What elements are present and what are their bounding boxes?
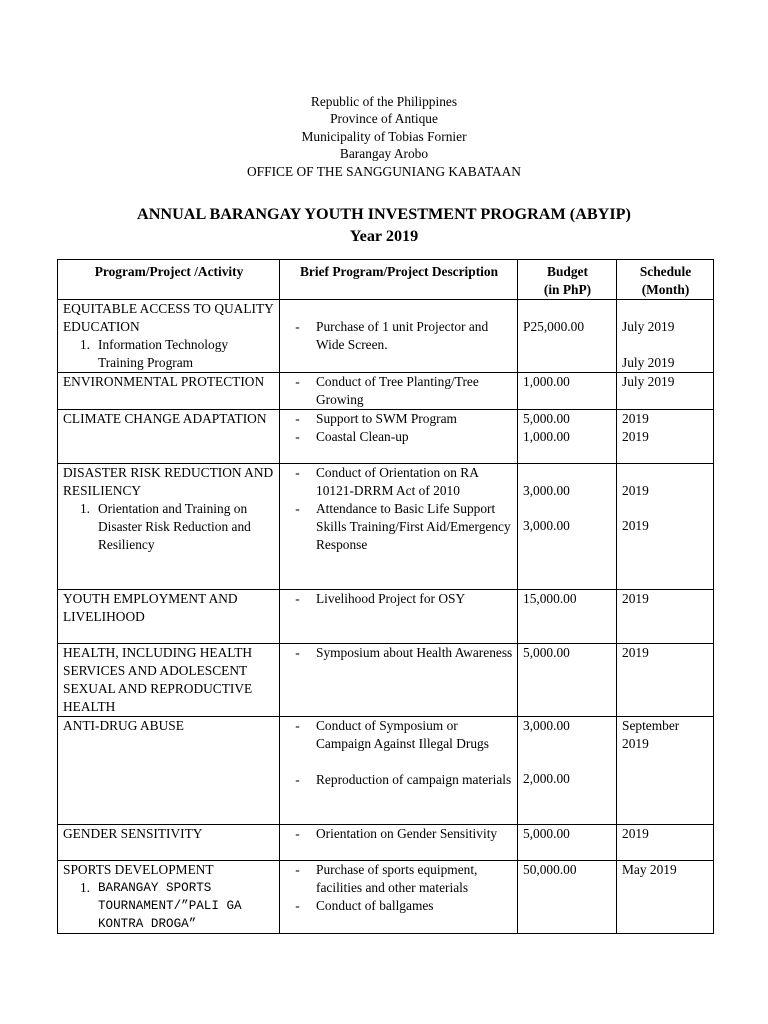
list-item: - Purchase of 1 unit Projector and Wide Screen. — [295, 319, 489, 352]
table-row — [58, 861, 714, 934]
list-item: - Orientation on Gender Sensitivity — [295, 826, 498, 841]
program-cell: YOUTH EMPLOYMENT AND LIVELIHOOD — [58, 590, 280, 644]
program-cell: CLIMATE CHANGE ADAPTATION — [58, 410, 280, 464]
list-item: - Attendance to Basic Life Support Skills Training/First Aid/Emergency Response — [295, 501, 511, 552]
table-row — [58, 717, 714, 825]
schedule-cell: July 2019 — [617, 373, 714, 410]
table-row — [58, 300, 714, 373]
column-header-description: Brief Program/Project Description — [280, 260, 518, 300]
table-row — [58, 590, 714, 644]
program-cell: GENDER SENSITIVITY — [58, 825, 280, 861]
budget-cell: 5,000.00 — [518, 825, 617, 861]
table-row — [58, 825, 714, 861]
table-row — [58, 464, 714, 590]
list-item: - Conduct of ballgames — [295, 898, 434, 913]
budget-cell: 5,000.00 1,000.00 — [518, 410, 617, 464]
schedule-cell: 2019 2019 — [617, 464, 714, 590]
list-item: - Purchase of sports equipment, facilities and other materials — [295, 862, 478, 895]
document-year: Year 2019 — [349, 227, 419, 245]
document-header — [0, 93, 768, 180]
schedule-cell: 2019 2019 — [617, 410, 714, 464]
budget-cell: 1,000.00 — [518, 373, 617, 410]
sub-activity: BARANGAY SPORTS TOURNAMENT/”PALI GA KONTRA DROGA” — [98, 881, 242, 931]
sub-activity: Orientation and Training on Disaster Risk Reduction and Resiliency — [98, 501, 251, 552]
column-header-schedule: Schedule (Month) — [617, 260, 714, 300]
table-row — [58, 644, 714, 717]
description-cell — [280, 464, 518, 590]
schedule-cell: September 2019 — [617, 717, 714, 825]
description-cell — [280, 825, 518, 861]
list-item: - Livelihood Project for OSY — [295, 591, 466, 606]
list-item: - Reproduction of campaign materials — [295, 772, 512, 787]
schedule-cell: 2019 — [617, 590, 714, 644]
budget-cell: 15,000.00 — [518, 590, 617, 644]
list-item: - Conduct of Symposium or Campaign Against Illegal Drugs — [295, 718, 489, 751]
description-cell — [280, 717, 518, 825]
column-header-program: Program/Project /Activity — [58, 260, 280, 300]
description-cell — [280, 410, 518, 464]
program-cell: DISASTER RISK REDUCTION AND RESILIENCY 1. Orientation and Training on Disaster Risk Reduction and Resiliency — [58, 464, 280, 590]
table-row — [58, 373, 714, 410]
list-item: - Symposium about Health Awareness — [295, 645, 513, 660]
program-cell: ENVIRONMENTAL PROTECTION — [58, 373, 280, 410]
schedule-cell: 2019 — [617, 825, 714, 861]
description-cell — [280, 861, 518, 934]
program-cell: SPORTS DEVELOPMENT 1. BARANGAY SPORTS TOURNAMENT/”PALI GA KONTRA DROGA” — [58, 861, 280, 934]
list-item: - Conduct of Orientation on RA 10121-DRRM Act of 2010 — [295, 465, 479, 498]
header-line-barangay: Barangay Arobo — [339, 146, 429, 162]
program-cell: ANTI-DRUG ABUSE — [58, 717, 280, 825]
sub-activity: Information Technology Training Program — [98, 337, 229, 370]
budget-cell: P25,000.00 — [518, 300, 617, 373]
list-item: - Coastal Clean-up — [295, 429, 409, 444]
abyip-table — [57, 259, 714, 934]
table-row — [58, 410, 714, 464]
description-cell — [280, 300, 518, 373]
program-cell: HEALTH, INCLUDING HEALTH SERVICES AND ADOLESCENT SEXUAL AND REPRODUCTIVE HEALTH — [58, 644, 280, 717]
list-item: - Support to SWM Program — [295, 411, 457, 426]
budget-cell: 5,000.00 — [518, 644, 617, 717]
description-cell — [280, 644, 518, 717]
budget-cell: 3,000.00 2,000.00 — [518, 717, 617, 825]
description-cell — [280, 590, 518, 644]
header-line-province: Province of Antique — [330, 111, 438, 127]
schedule-cell: July 2019 July 2019 — [617, 300, 714, 373]
program-cell: EQUITABLE ACCESS TO QUALITY EDUCATION 1. Information Technology Training Program — [58, 300, 280, 373]
budget-cell: 3,000.00 3,000.00 — [518, 464, 617, 590]
budget-cell: 50,000.00 — [518, 861, 617, 934]
document-title: ANNUAL BARANGAY YOUTH INVESTMENT PROGRAM (ABYIP) — [137, 205, 631, 223]
column-header-budget: Budget (in PhP) — [518, 260, 617, 300]
list-item: - Conduct of Tree Planting/Tree Growing — [295, 374, 479, 407]
header-line-republic: Republic of the Philippines — [310, 94, 458, 109]
header-line-office: OFFICE OF THE SANGGUNIANG KABATAAN — [247, 163, 521, 179]
schedule-cell: May 2019 — [617, 861, 714, 934]
schedule-cell: 2019 — [617, 644, 714, 717]
header-line-municipality: Municipality of Tobias Fornier — [301, 128, 467, 144]
document-title-block — [0, 203, 768, 247]
description-cell — [280, 373, 518, 410]
table-header-row — [58, 260, 714, 300]
